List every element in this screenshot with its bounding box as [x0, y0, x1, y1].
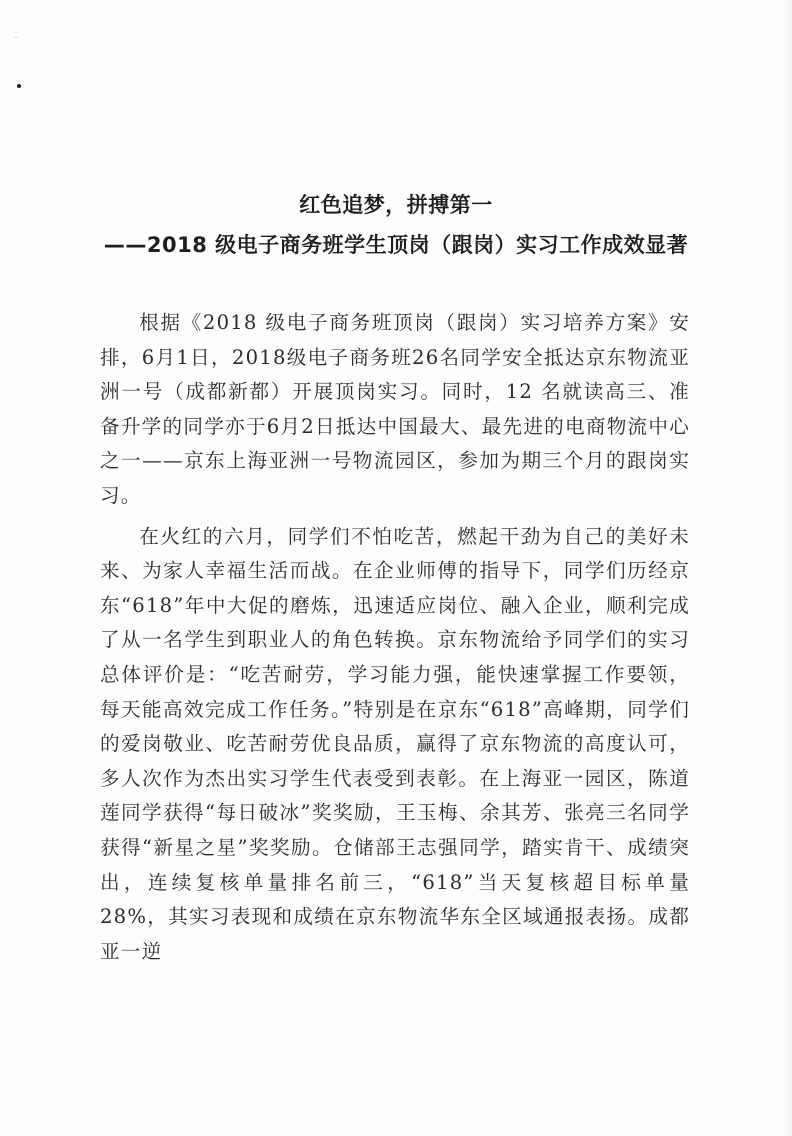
scan-artifact-mark: ˇ	[14, 36, 18, 45]
scan-edge-shadow	[784, 0, 792, 1136]
paragraph-2: 在火红的六月，同学们不怕吃苦，燃起干劲为自己的美好未来、为家人幸福生活而战。在企业师傅的指导下，同学们历经京东“618”年中大促的磨炼，迅速适应岗位、融入企业，顺利完成了从一名学生到职业人的角色转换。京东物流给予同学们的实习总体评价是：“吃苦耐劳，学习能力强，能快速掌握工作要领，每天能高效完成工作任务。”特别是在京东“618”高峰期，同学们的爱岗敬业、吃苦耐劳优良品质，赢得了京东物流的高度认可，多人次作为杰出实习学生代表受到表彰。在上海亚一园区，陈道莲同学获得“每日破冰”奖奖励，王玉梅、余其芳、张亮三名同学获得“新星之星”奖奖励。仓储部王志强同学，踏实肯干、成绩突出，连续复核单量排名前三，“618”当天复核超目标单量 28%，其实习表现和成绩在京东物流华东全区域通报表扬。成都亚一逆	[100, 524, 690, 963]
document-title: 红色追梦，拼搏第一	[299, 193, 493, 217]
document-subtitle: ——2018 级电子商务班学生顶岗（跟岗）实习工作成效显著	[103, 233, 689, 257]
document-body	[100, 306, 690, 969]
title-block	[0, 188, 792, 262]
scan-artifact-dot	[17, 84, 21, 88]
paragraph-1: 根据《2018 级电子商务班顶岗（跟岗）实习培养方案》安排，6月1日，2018级电子商务班26名同学安全抵达京东物流亚洲一号（成都新都）开展顶岗实习。同时，12 名就读高三、准备升学的同学亦于6月2日抵达中国最大、最先进的电商物流中心之一——京东上海亚洲一号物流园区，参加为期三个月的跟岗实习。	[100, 311, 690, 507]
